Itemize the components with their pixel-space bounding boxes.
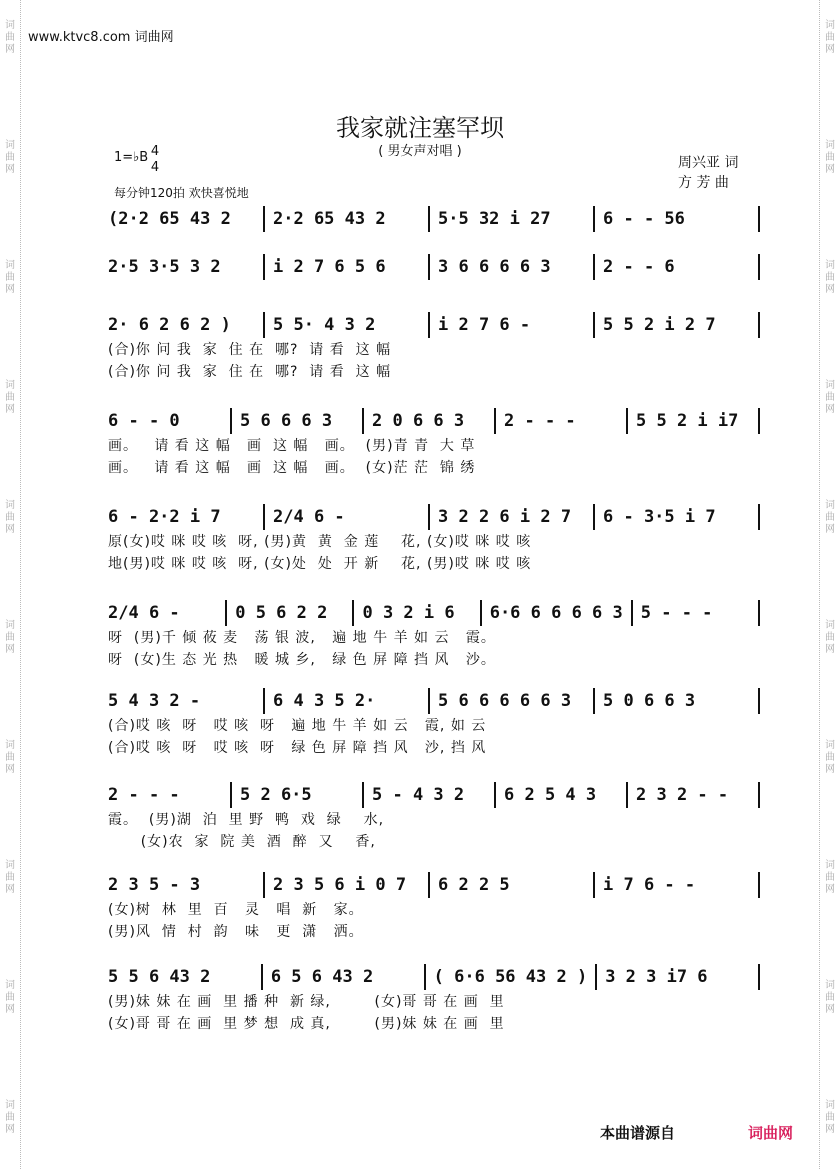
watermark-char: 词 xyxy=(5,140,15,151)
measure: 5 - - - xyxy=(640,603,713,623)
lyric-line: (女)农 家 院 美 酒 醉 又 香, xyxy=(108,834,376,850)
measure: 5 5 6 43 2 xyxy=(108,967,211,987)
measure: 5 0 6 6 3 xyxy=(603,691,696,711)
lyric-line: (男)妹 妹 在 画 里 播 种 新 绿, (女)哥 哥 在 画 里 xyxy=(108,994,505,1010)
lyricist-credit: 周兴亚 词 xyxy=(678,155,739,171)
bar-line xyxy=(362,782,364,808)
watermark-char: 词 xyxy=(5,860,15,871)
watermark-char: 网 xyxy=(5,44,15,55)
bar-line xyxy=(362,408,364,434)
notation-line xyxy=(108,872,768,898)
bar-line xyxy=(593,254,595,280)
score-system xyxy=(108,872,768,942)
lyric-line: 霞。 (男)湖 泊 里 野 鸭 戏 绿 水, xyxy=(108,812,385,828)
notation-line xyxy=(108,312,768,338)
measure: 6 - - 0 xyxy=(108,411,180,431)
lyric-line: 画。 请 看 这 幅 画 这 幅 画。 (女)茫 茫 锦 绣 xyxy=(108,460,476,476)
watermark-char: 词 xyxy=(825,1100,835,1111)
score-system xyxy=(108,782,768,852)
measure: 5 4 3 2 - xyxy=(108,691,201,711)
watermark-char: 网 xyxy=(825,1004,835,1015)
bar-line xyxy=(593,206,595,232)
bar-line xyxy=(758,688,760,714)
watermark-char: 曲 xyxy=(825,32,835,43)
notation-line xyxy=(108,206,768,232)
watermark-char: 词 xyxy=(825,860,835,871)
watermark-char: 网 xyxy=(5,884,15,895)
watermark-char: 词 xyxy=(825,20,835,31)
lyric-line: (合)你 问 我 家 住 在 哪? 请 看 这 幅 xyxy=(108,342,392,358)
measure: 5 5 2 i i7 xyxy=(636,411,739,431)
bar-line xyxy=(593,872,595,898)
measure: 2 3 5 - 3 xyxy=(108,875,201,895)
bar-line xyxy=(261,964,263,990)
key-label: 1=♭B xyxy=(114,150,149,165)
time-denominator: 4 xyxy=(150,160,160,175)
measure: 6 - - 56 xyxy=(603,209,685,229)
watermark-char: 词 xyxy=(825,620,835,631)
watermark-char: 词 xyxy=(5,500,15,511)
bar-line xyxy=(263,254,265,280)
site-url[interactable]: www.ktvc8.com 词曲网 xyxy=(28,30,174,45)
watermark-char: 词 xyxy=(825,980,835,991)
watermark-char: 网 xyxy=(5,164,15,175)
score-system xyxy=(108,688,768,758)
measure: 2 - - 6 xyxy=(603,257,675,277)
watermark-char: 曲 xyxy=(825,512,835,523)
watermark-char: 网 xyxy=(5,644,15,655)
measure: 6 2 5 4 3 xyxy=(504,785,597,805)
bar-line xyxy=(758,408,760,434)
tempo-marking: 每分钟120拍 欢快喜悦地 xyxy=(114,186,249,200)
watermark-char: 网 xyxy=(5,524,15,535)
lyric-line: 呀 (女)生 态 光 热 暖 城 乡, 绿 色 屏 障 挡 风 沙。 xyxy=(108,652,496,668)
watermark-char: 词 xyxy=(5,740,15,751)
bar-line xyxy=(758,312,760,338)
bar-line xyxy=(494,782,496,808)
watermark-char: 词 xyxy=(825,500,835,511)
watermark-char: 网 xyxy=(825,404,835,415)
bar-line xyxy=(428,254,430,280)
measure: 5 5 2 i 2 7 xyxy=(603,315,716,335)
measure: 5 6 6 6 3 xyxy=(240,411,333,431)
bar-line xyxy=(626,782,628,808)
watermark-char: 网 xyxy=(825,284,835,295)
measure: 5 2 6·5 xyxy=(240,785,312,805)
bar-line xyxy=(263,206,265,232)
bar-line xyxy=(230,782,232,808)
bar-line xyxy=(424,964,426,990)
measure: 6 - 2·2 i 7 xyxy=(108,507,221,527)
watermark-text xyxy=(3,740,17,776)
composer-credit: 方 芳 曲 xyxy=(678,175,729,191)
measure: 2 - - - xyxy=(504,411,576,431)
watermark-char: 曲 xyxy=(5,392,15,403)
notation-line xyxy=(108,504,768,530)
bar-line xyxy=(263,872,265,898)
measure: 0 3 2 i 6 xyxy=(362,603,455,623)
watermark-text xyxy=(823,860,837,896)
lyric-line: (女)树 林 里 百 灵 唱 新 家。 xyxy=(108,902,364,918)
watermark-char: 曲 xyxy=(825,632,835,643)
bar-line xyxy=(428,206,430,232)
score-system xyxy=(108,254,768,280)
notation-line xyxy=(108,600,768,626)
measure: i 7 6 - - xyxy=(603,875,696,895)
bar-line xyxy=(758,206,760,232)
watermark-char: 词 xyxy=(5,980,15,991)
time-signature xyxy=(150,144,160,176)
watermark-text xyxy=(3,980,17,1016)
measure: 2 0 6 6 3 xyxy=(372,411,465,431)
watermark-text xyxy=(823,1100,837,1136)
measure: 2 - - - xyxy=(108,785,180,805)
measure: 5 - 4 3 2 xyxy=(372,785,465,805)
watermark-char: 网 xyxy=(5,404,15,415)
score-system xyxy=(108,312,768,382)
bar-line xyxy=(230,408,232,434)
watermark-text xyxy=(823,620,837,656)
measure: 2/4 6 - xyxy=(108,603,180,623)
measure: 5 5· 4 3 2 xyxy=(273,315,376,335)
watermark-char: 词 xyxy=(825,260,835,271)
watermark-char: 网 xyxy=(825,164,835,175)
measure: 6 - 3·5 i 7 xyxy=(603,507,716,527)
measure: 6·6 6 6 6 6 3 xyxy=(489,603,623,623)
watermark-char: 网 xyxy=(825,884,835,895)
watermark-text xyxy=(823,380,837,416)
bar-line xyxy=(626,408,628,434)
bar-line xyxy=(428,504,430,530)
watermark-char: 曲 xyxy=(5,32,15,43)
watermark-char: 网 xyxy=(5,1124,15,1135)
measure: 2 3 5 6 i 0 7 xyxy=(273,875,407,895)
score-system xyxy=(108,206,768,232)
footer-brand-link[interactable]: 词曲网 xyxy=(748,1124,794,1142)
watermark-char: 网 xyxy=(825,644,835,655)
watermark-char: 词 xyxy=(825,740,835,751)
bar-line xyxy=(428,688,430,714)
score-system xyxy=(108,964,768,1034)
measure: 2· 6 2 6 2 ) xyxy=(108,315,231,335)
watermark-char: 词 xyxy=(825,380,835,391)
bar-line xyxy=(758,872,760,898)
watermark-char: 曲 xyxy=(825,392,835,403)
notation-line xyxy=(108,254,768,280)
time-numerator: 4 xyxy=(150,144,160,159)
bar-line xyxy=(263,504,265,530)
watermark-char: 曲 xyxy=(825,872,835,883)
notation-line xyxy=(108,688,768,714)
bar-line xyxy=(480,600,482,626)
watermark-text xyxy=(3,860,17,896)
measure: 2 3 2 - - xyxy=(636,785,729,805)
watermark-char: 词 xyxy=(5,20,15,31)
measure: 3 2 2 6 i 2 7 xyxy=(438,507,572,527)
measure: 3 2 3 i7 6 xyxy=(605,967,708,987)
watermark-char: 网 xyxy=(825,524,835,535)
measure: 2·5 3·5 3 2 xyxy=(108,257,221,277)
lyric-line: 地(男)哎 咪 哎 咳 呀, (女)处 处 开 新 花, (男)哎 咪 哎 咳 xyxy=(108,556,532,572)
notation-line xyxy=(108,782,768,808)
watermark-text xyxy=(823,980,837,1016)
watermark-char: 曲 xyxy=(825,752,835,763)
song-title: 我家就注塞罕坝 xyxy=(336,114,504,142)
watermark-char: 曲 xyxy=(825,992,835,1003)
measure: ( 6·6 56 43 2 ) xyxy=(433,967,588,987)
watermark-char: 曲 xyxy=(5,512,15,523)
watermark-text xyxy=(823,20,837,56)
watermark-char: 词 xyxy=(5,260,15,271)
bar-line xyxy=(758,504,760,530)
bar-line xyxy=(428,312,430,338)
watermark-char: 网 xyxy=(825,1124,835,1135)
watermark-char: 词 xyxy=(5,380,15,391)
measure: 6 2 2 5 xyxy=(438,875,510,895)
watermark-char: 网 xyxy=(5,764,15,775)
watermark-text xyxy=(3,380,17,416)
measure: 2/4 6 - xyxy=(273,507,345,527)
bar-line xyxy=(595,964,597,990)
watermark-char: 网 xyxy=(5,1004,15,1015)
bar-line xyxy=(758,964,760,990)
watermark-char: 曲 xyxy=(5,992,15,1003)
score-system xyxy=(108,504,768,574)
bar-line xyxy=(263,312,265,338)
watermark-char: 曲 xyxy=(5,152,15,163)
watermark-text xyxy=(3,20,17,56)
lyric-line: (合)哎 咳 呀 哎 咳 呀 遍 地 牛 羊 如 云 霞, 如 云 xyxy=(108,718,487,734)
watermark-char: 曲 xyxy=(5,272,15,283)
lyric-line: (合)哎 咳 呀 哎 咳 呀 绿 色 屏 障 挡 风 沙, 挡 风 xyxy=(108,740,487,756)
bar-line xyxy=(593,312,595,338)
bar-line xyxy=(758,782,760,808)
lyric-line: (男)风 情 村 韵 味 更 潇 洒。 xyxy=(108,924,364,940)
lyric-line: (女)哥 哥 在 画 里 梦 想 成 真, (男)妹 妹 在 画 里 xyxy=(108,1016,505,1032)
lyric-line: 呀 (男)千 倾 莜 麦 荡 银 波, 遍 地 牛 羊 如 云 霞。 xyxy=(108,630,496,646)
key-signature xyxy=(114,144,160,175)
measure: 0 5 6 2 2 xyxy=(235,603,328,623)
watermark-text xyxy=(3,500,17,536)
watermark-char: 词 xyxy=(825,140,835,151)
bar-line xyxy=(631,600,633,626)
bar-line xyxy=(225,600,227,626)
watermark-char: 曲 xyxy=(5,752,15,763)
measure: 2·2 65 43 2 xyxy=(273,209,386,229)
bar-line xyxy=(494,408,496,434)
measure: 5·5 32 i 27 xyxy=(438,209,551,229)
watermark-char: 曲 xyxy=(825,1112,835,1123)
lyric-line: 原(女)哎 咪 哎 咳 呀, (男)黄 黄 金 莲 花, (女)哎 咪 哎 咳 xyxy=(108,534,532,550)
watermark-char: 曲 xyxy=(5,632,15,643)
watermark-char: 曲 xyxy=(825,272,835,283)
watermark-char: 词 xyxy=(5,1100,15,1111)
lyric-line: 画。 请 看 这 幅 画 这 幅 画。 (男)青 青 大 草 xyxy=(108,438,476,454)
watermark-char: 网 xyxy=(5,284,15,295)
bar-line xyxy=(428,872,430,898)
measure: 5 6 6 6 6 6 3 xyxy=(438,691,572,711)
notation-line xyxy=(108,408,768,434)
measure: 6 4 3 5 2· xyxy=(273,691,376,711)
bar-line xyxy=(593,688,595,714)
watermark-char: 曲 xyxy=(5,1112,15,1123)
footer-source-label: 本曲谱源自 xyxy=(600,1124,676,1142)
bar-line xyxy=(758,254,760,280)
measure: i 2 7 6 - xyxy=(438,315,531,335)
bar-line xyxy=(593,504,595,530)
watermark-char: 词 xyxy=(5,620,15,631)
song-subtitle: ( 男女声对唱 ) xyxy=(378,144,462,159)
measure: 3 6 6 6 6 3 xyxy=(438,257,551,277)
watermark-char: 曲 xyxy=(5,872,15,883)
bar-line xyxy=(352,600,354,626)
measure: 6 5 6 43 2 xyxy=(270,967,374,987)
watermark-text xyxy=(3,260,17,296)
watermark-text xyxy=(823,500,837,536)
bar-line xyxy=(758,600,760,626)
score-system xyxy=(108,600,768,670)
lyric-line: (合)你 问 我 家 住 在 哪? 请 看 这 幅 xyxy=(108,364,392,380)
measure: i 2 7 6 5 6 xyxy=(273,257,386,277)
watermark-text xyxy=(3,1100,17,1136)
watermark-char: 网 xyxy=(825,764,835,775)
notation-line xyxy=(108,964,768,990)
watermark-text xyxy=(823,260,837,296)
bar-line xyxy=(263,688,265,714)
watermark-text xyxy=(3,620,17,656)
watermark-char: 网 xyxy=(825,44,835,55)
measure: (2·2 65 43 2 xyxy=(108,209,231,229)
score-system xyxy=(108,408,768,478)
watermark-text xyxy=(823,740,837,776)
watermark-char: 曲 xyxy=(825,152,835,163)
